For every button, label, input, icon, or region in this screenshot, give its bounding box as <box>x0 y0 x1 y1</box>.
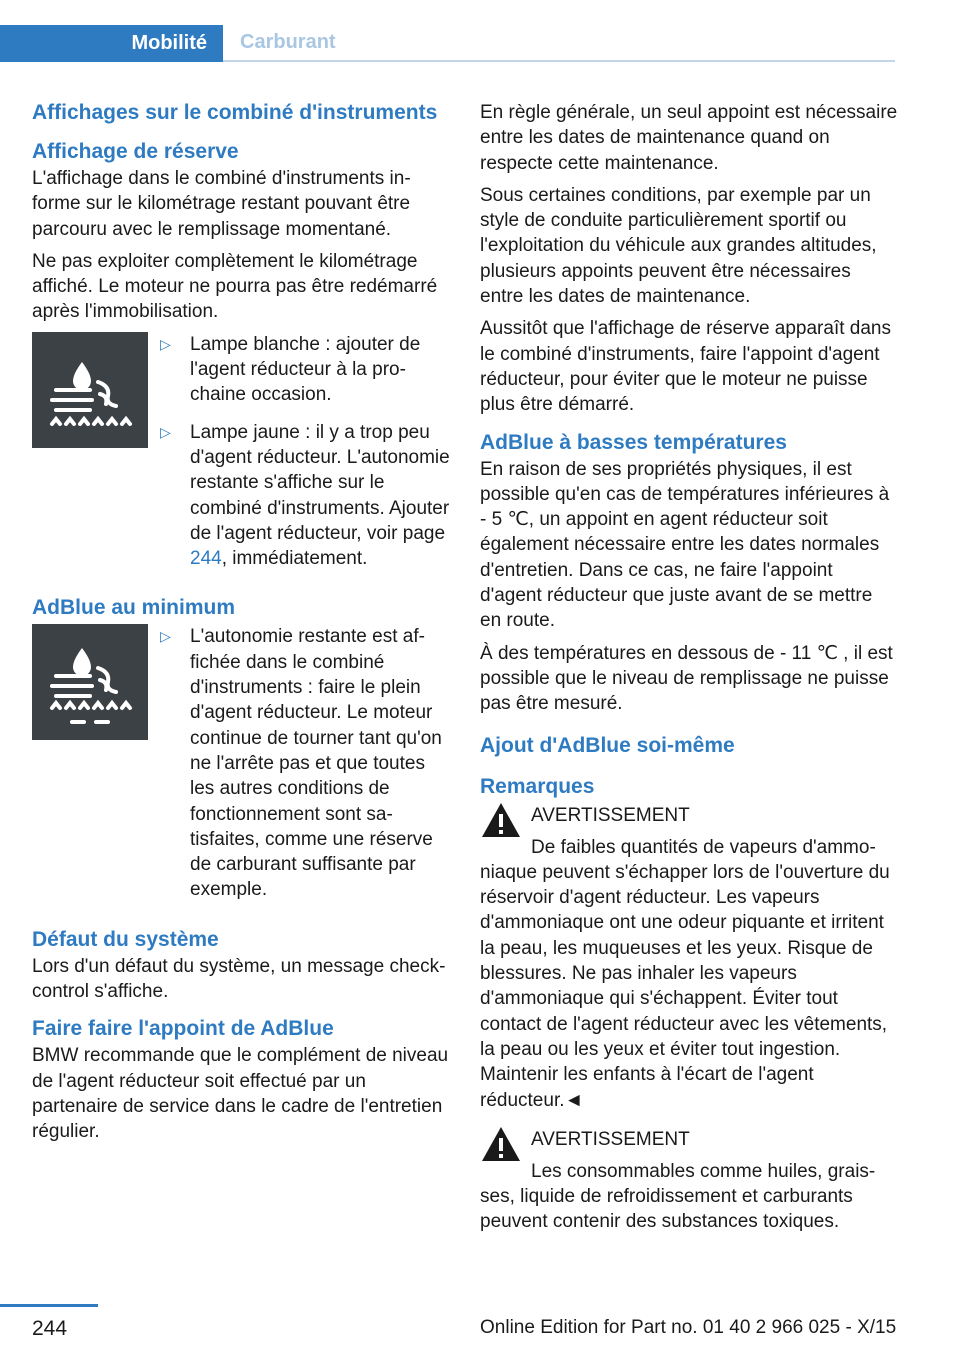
reserve-lamp-block <box>32 332 450 584</box>
bullet-text-part: Lampe jaune : il y a trop peu d'agent réducteur. L'autonomie restante s'affiche sur le combiné d'instruments. Ajouter de l'agent réducteur, voir page <box>190 421 450 544</box>
heading-minimum: AdBlue au minimum <box>32 596 236 620</box>
warning-block-1 <box>480 801 898 839</box>
bullet-triangle-icon: ▷ <box>160 335 171 352</box>
heading-defaut: Défaut du système <box>32 927 219 951</box>
tab-carburant[interactable]: Carburant <box>223 25 895 62</box>
edition-text: Online Edition for Part no. 01 40 2 966 025 - X/15 <box>480 1317 897 1338</box>
heading-affichages: Affichages sur le combiné d'instruments <box>32 101 438 124</box>
bullet-triangle-icon: ▷ <box>160 423 171 440</box>
adblue-reserve-icon <box>32 332 148 448</box>
bullet-text-white-lamp: Lampe blanche : ajouter de l'agent réducteur à la prochaine occasion. <box>190 333 421 406</box>
footer-accent-line <box>0 1304 98 1307</box>
paragraph-right-2: Sous certaines conditions, par exemple par un style de conduite particulièrement sportif ou l'exploitation du véhicule aux grandes altitudes, plusieurs appoints peuvent être nécessaires entre les dates de maintenance. <box>480 184 877 308</box>
paragraph-defaut: Lors d'un défaut du système, un message check-control s'affiche. <box>32 955 446 1003</box>
paragraph-appoint: BMW recommande que le complément de niveau de l'agent réducteur soit effectué par un partenaire de service dans le cadre de l'entretien régulier. <box>32 1045 449 1143</box>
header-bar <box>0 25 960 62</box>
page-number: 244 <box>32 1317 68 1340</box>
list-item <box>160 332 450 415</box>
paragraph-reserve-2: Ne pas exploiter complètement le kilométrage affiché. Le moteur ne pourra pas être redémarré après l'immobilisation. <box>32 250 438 323</box>
warning-title: AVERTISSEMENT <box>531 804 690 826</box>
heading-remarques: Remarques <box>480 774 595 798</box>
warning-text-1: De faibles quantités de vapeurs d'ammoniaque peuvent s'échapper lors de l'ouverture du réservoir d'agent réducteur. Les vapeurs d'ammoniaque ont une odeur piquante et irritent la peau, les muqueuses et les yeux. Risque de blessures. Ne pas inhaler les vapeurs d'ammoniaque qui s'échappent. Éviter tout contact de l'agent réducteur avec les vêtements, la peau ou les yeux et éviter tout ingestion. Maintenir les enfants à l'écart de l'agent réducteur.◄ <box>480 836 890 1111</box>
list-item <box>160 624 450 909</box>
bullet-text-yellow-lamp <box>190 420 450 572</box>
adblue-minimum-icon <box>32 624 148 740</box>
bullet-triangle-icon: ▷ <box>160 628 171 645</box>
right-column <box>480 100 898 1242</box>
left-column <box>32 100 450 1152</box>
warning-text-2: Les consommables comme huiles, graisses, liquide de refroidissement et carburants peuvent contenir des substances toxiques. <box>480 1160 876 1233</box>
bullet-text-minimum: L'autonomie restante est affichée dans le combiné d'instruments : faire le plein d'agent réducteur. Le moteur continue de tourner tant qu'on ne l'arrête pas et que toutes les autres conditions de fonctionnement sont satisfaites, comme une réserve de carburant suffisante par exemple. <box>190 626 442 901</box>
heading-appoint: Faire faire l'appoint de AdBlue <box>32 1017 334 1041</box>
paragraph-right-4: En raison de ses propriétés physiques, il est possible qu'en cas de températures inférieures à - 5 ℃, un appoint en agent réducteur soit également nécessaire entre les dates normales d'entretien. Dans ce cas, ne faire l'appoint d'agent réducteur que juste avant de se mettre en route. <box>480 458 890 632</box>
heading-basses-temperatures: AdBlue à basses températures <box>480 430 787 454</box>
warning-title: AVERTISSEMENT <box>531 1128 690 1150</box>
tab-mobilite[interactable]: Mobilité <box>0 25 223 62</box>
list-item <box>160 420 450 579</box>
heading-reserve: Affichage de réserve <box>32 140 239 163</box>
paragraph-right-1: En règle générale, un seul appoint est nécessaire entre les dates de maintenance quand on respecte cette maintenance. <box>480 102 898 174</box>
paragraph-right-3: Aussitôt que l'affichage de réserve apparaît dans le combiné d'instruments, faire l'appoint d'agent réducteur, pour éviter que le moteur ne puisse plus être démarré. <box>480 318 891 416</box>
page-link-244[interactable]: 244 <box>190 548 222 570</box>
heading-ajout: Ajout d'AdBlue soi-même <box>480 733 735 757</box>
warning-triangle-icon <box>480 1125 522 1163</box>
paragraph-right-5: À des températures en dessous de - 11 ℃ , il est possible que le niveau de remplissage ne puisse pas être mesuré. <box>480 642 893 715</box>
minimum-lamp-block <box>32 624 450 914</box>
warning-block-2 <box>480 1125 898 1163</box>
warning-triangle-icon <box>480 801 522 839</box>
paragraph-reserve-1: L'affichage dans le combiné d'instruments informe sur le kilométrage restant pouvant être parcouru avec le remplissage momentané. <box>32 168 411 240</box>
bullet-text-part: , immédiatement. <box>221 548 368 570</box>
